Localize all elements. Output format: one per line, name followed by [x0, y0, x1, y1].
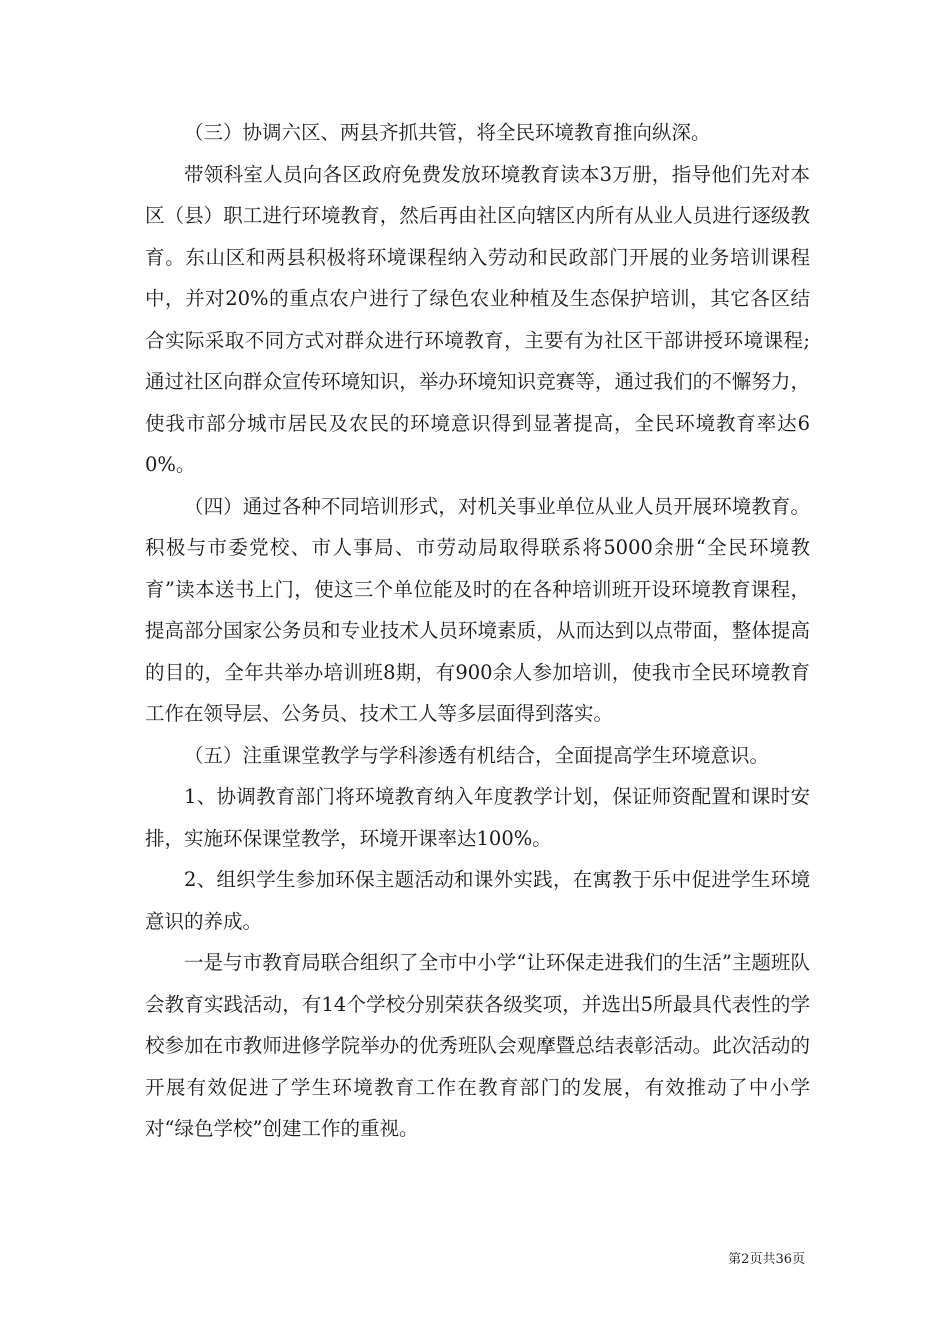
paragraph-item-2-detail: 一是与市教育局联合组织了全市中小学“让环保走进我们的生活”主题班队会教育实践活动，有14个学校分别荣获各级奖项，并选出5所最具代表性的学校参加在市教师进修学院举办的优秀班队会观摩暨总结表彰活动。此次活动的开展有效促进了学生环境教育工作在教育部门的发展，有效推动了中小学对“绿色学校”创建工作的重视。: [145, 951, 810, 1140]
page-number: 第2页共36页: [728, 1252, 805, 1267]
paragraph-section-3-body: 带领科室人员向各区政府免费发放环境教育读本3万册，指导他们先对本区（县）职工进行环境教育，然后再由社区向辖区内所有从业人员进行逐级教育。东山区和两县积极将环境课程纳入劳动和民政部门开展的业务培训课程中，并对20%的重点农户进行了绿色农业种植及生态保护培训，其它各区结合实际采取不同方式对群众进行环境教育，主要有为社区干部讲授环境课程;通过社区向群众宣传环境知识，举办环境知识竞赛等，通过我们的不懈努力，使我市部分城市居民及农民的环境意识得到显著提高，全民环境教育率达60%。: [145, 162, 810, 476]
paragraph-item-1: 1、协调教育部门将环境教育纳入年度教学计划，保证师资配置和课时安排，实施环保课堂教学，环境开课率达100%。: [145, 785, 810, 850]
paragraph-section-3-heading: （三）协调六区、两县齐抓共管，将全民环境教育推向纵深。: [184, 121, 711, 144]
paragraph-item-2: 2、组织学生参加环保主题活动和课外实践，在寓教于乐中促进学生环境意识的养成。: [145, 868, 810, 933]
paragraph-section-5-heading: （五）注重课堂教学与学科渗透有机结合，全面提高学生环境意识。: [184, 743, 770, 767]
document-body: [145, 112, 810, 1150]
paragraph-section-4: （四）通过各种不同培训形式，对机关事业单位从业人员开展环境教育。积极与市委党校、市人事局、市劳动局取得联系将5000余册“全民环境教育”读本送书上门，使这三个单位能及时的在各种培训班开设环境教育课程，提高部分国家公务员和专业技术人员环境素质，从而达到以点带面，整体提高的目的，全年共举办培训班8期，有900余人参加培训，使我市全民环境教育工作在领导层、公务员、技术工人等多层面得到落实。: [145, 494, 810, 725]
